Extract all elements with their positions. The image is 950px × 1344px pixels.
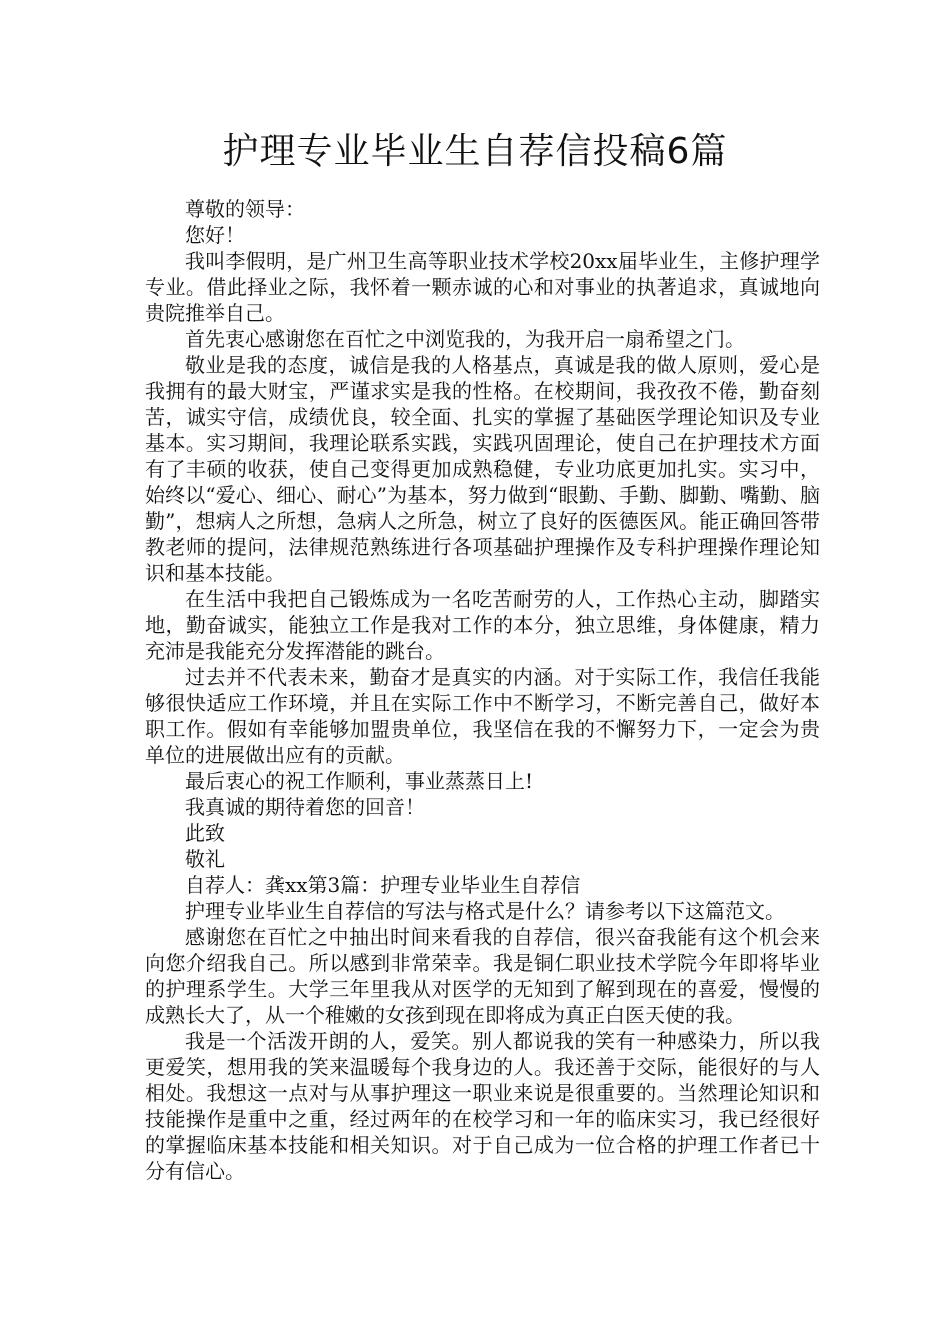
closing-cizhi: 此致 [185,821,225,845]
paragraph-format-intro: 护理专业毕业生自荐信的写法与格式是什么？请参考以下这篇范文。 [185,899,785,923]
paragraph-self-introduction: 感谢您在百忙之中抽出时间来看我的自荐信，很兴奋我能有这个机会来向您介绍我自己。所以感到非常荣幸。我是铜仁职业技术学院今年即将毕业的护理系学生。大学三年里我从对医学的无知到了解到现在的喜爱，慢慢的成熟长大了，从一个稚嫩的女孩到现在即将成为真正白医天使的我。 [145,925,820,1027]
salutation: 尊敬的领导： [185,197,305,221]
paragraph-thanks: 首先衷心感谢您在百忙之中浏览我的，为我开启一扇希望之门。 [185,327,745,351]
paragraph-introduction: 我叫李假明，是广州卫生高等职业技术学校20xx届毕业生，主修护理学专业。借此择业之际，我怀着一颗赤诚的心和对事业的执著追求，真诚地向贵院推举自己。 [145,249,820,325]
document-body [145,196,820,1184]
greeting: 您好！ [185,223,245,247]
paragraph-life: 在生活中我把自己锻炼成为一名吃苦耐劳的人，工作热心主动，脚踏实地，勤奋诚实，能独立工作是我对工作的本分，独立思维，身体健康，精力充沛是我能充分发挥潜能的跳台。 [145,587,820,663]
paragraph-expectation: 我真诚的期待着您的回音！ [185,795,425,819]
paragraph-wishes: 最后衷心的祝工作顺利，事业蒸蒸日上! [185,769,534,793]
paragraph-attitude: 敬业是我的态度，诚信是我的人格基点，真诚是我的做人原则，爱心是我拥有的最大财宝，严谨求实是我的性格。在校期间，我孜孜不倦，勤奋刻苦，诚实守信，成绩优良，较全面、扎实的掌握了基础医学理论知识及专业基本。实习期间，我理论联系实践，实践巩固理论，使自己在护理技术方面有了丰硕的收获，使自己变得更加成熟稳健，专业功底更加扎实。实习中，始终以“爱心、细心、耐心”为基本，努力做到“眼勤、手勤、脚勤、嘴勤、脑勤”，想病人之所想，急病人之所急，树立了良好的医德医风。能正确回答带教老师的提问，法律规范熟练进行各项基础护理操作及专科护理操作理论知识和基本技能。 [145,353,820,585]
paragraph-future: 过去并不代表未来，勤奋才是真实的内涵。对于实际工作，我信任我能够很快适应工作环境，并且在实际工作中不断学习，不断完善自己，做好本职工作。假如有幸能够加盟贵单位，我坚信在我的不懈努力下，一定会为贵单位的进展做出应有的贡献。 [145,665,820,767]
closing-jingli: 敬礼 [185,847,225,871]
signature-and-section-heading: 自荐人：龚xx第3篇：护理专业毕业生自荐信 [185,873,581,897]
paragraph-personality: 我是一个活泼开朗的人，爱笑。别人都说我的笑有一种感染力，所以我更爱笑，想用我的笑来温暖每个我身边的人。我还善于交际，能很好的与人相处。我想这一点对与从事护理这一职业来说是很重要的。当然理论知识和技能操作是重中之重，经过两年的在校学习和一年的临床实习，我已经很好的掌握临床基本技能和相关知识。对于自己成为一位合格的护理工作者已十分有信心。 [145,1029,820,1183]
document-title: 护理专业毕业生自荐信投稿6篇 [222,131,728,172]
